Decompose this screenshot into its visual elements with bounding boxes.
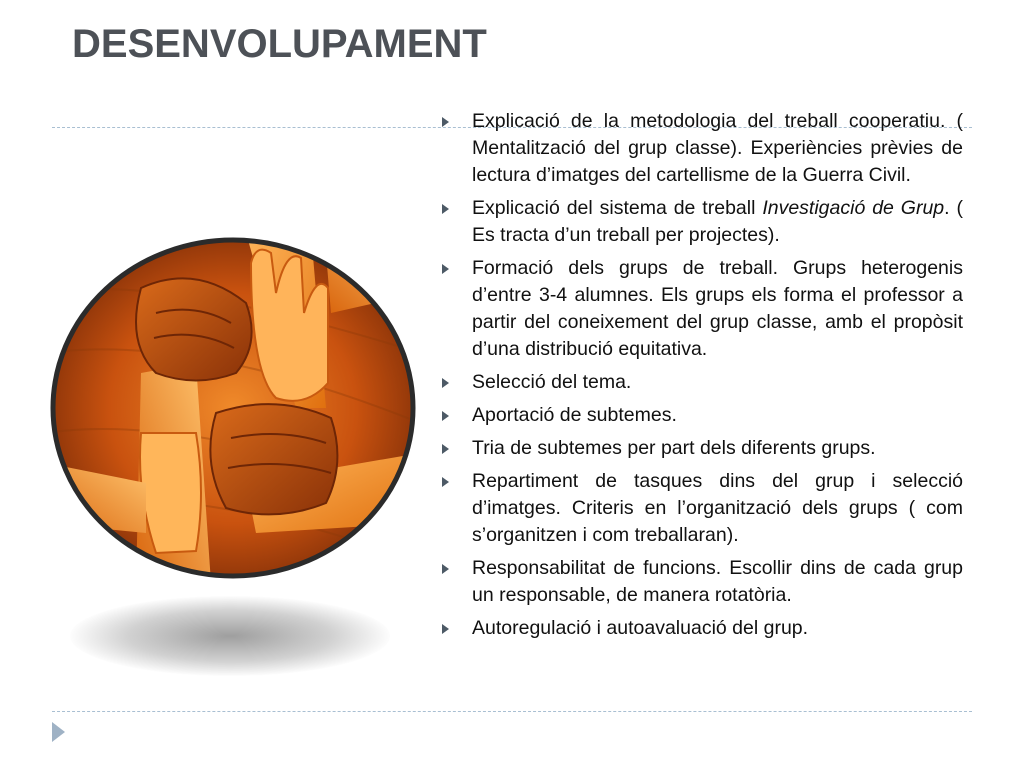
- bullet-text: Autoregulació i autoavaluació del grup.: [472, 617, 809, 639]
- bullet-text-post: . ( Es tracta d’un treball per projectes).: [472, 197, 963, 246]
- bullet-text: Repartiment de tasques dins del grup i selecció d’imatges. Criteris en l’organització dels grups ( com s’organitzen i com treballaran).: [472, 470, 963, 546]
- bullet-text: Responsabilitat de funcions. Escollir dins de cada grup un responsable, de manera rotatòria.: [472, 557, 963, 606]
- list-item: [436, 195, 963, 249]
- bullet-triangle-icon: [442, 444, 449, 454]
- list-item: [436, 369, 963, 396]
- bullet-text: Formació dels grups de treball. Grups heterogenis d’entre 3-4 alumnes. Els grups els forma el professor a partir del coneixement del grup classe, amb el propòsit d’una distribució equitativa.: [472, 257, 963, 360]
- bullet-text: Tria de subtemes per part dels diferents grups.: [472, 437, 876, 459]
- list-item: [436, 468, 963, 549]
- bullet-text: Explicació de la metodologia del treball cooperatiu. ( Mentalització del grup classe). Experiències prèvies de lectura d’imatges del cartellisme de la Guerra Civil.: [472, 110, 963, 186]
- slide-title: DESENVOLUPAMENT: [72, 22, 487, 66]
- bullet-triangle-icon: [442, 624, 449, 634]
- list-item: [436, 255, 963, 363]
- photo-shadow: [70, 596, 390, 676]
- list-item: [436, 615, 963, 642]
- corner-triangle-icon: [52, 722, 65, 742]
- bullet-triangle-icon: [442, 411, 449, 421]
- bullet-text: [472, 195, 963, 249]
- bullet-triangle-icon: [442, 477, 449, 487]
- bullet-text: Selecció del tema.: [472, 371, 632, 393]
- bullet-triangle-icon: [442, 264, 449, 274]
- bullet-triangle-icon: [442, 378, 449, 388]
- list-item: [436, 108, 963, 189]
- bullet-triangle-icon: [442, 564, 449, 574]
- bullet-list: [436, 108, 963, 648]
- list-item: [436, 402, 963, 429]
- bullet-triangle-icon: [442, 117, 449, 127]
- bullet-text: Aportació de subtemes.: [472, 404, 677, 426]
- bullet-text-italic: Investigació de Grup: [762, 197, 945, 219]
- bullet-triangle-icon: [442, 204, 449, 214]
- list-item: [436, 555, 963, 609]
- teamwork-hands-photo: [46, 233, 420, 583]
- bottom-divider: [52, 711, 972, 712]
- list-item: [436, 435, 963, 462]
- bullet-text-pre: Explicació del sistema de treball: [472, 197, 763, 219]
